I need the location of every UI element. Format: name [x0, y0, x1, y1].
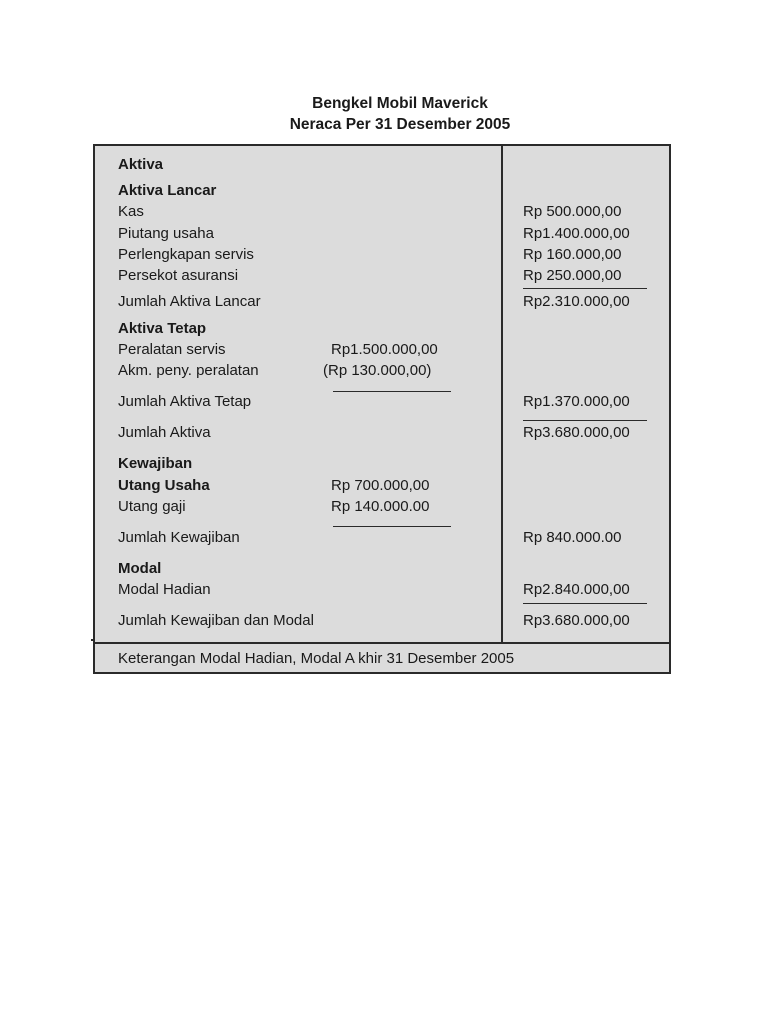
- row-label-peralatan: Peralatan servis: [118, 341, 226, 358]
- footer-divider: [95, 642, 669, 644]
- row-label-modal-hadian: Modal Hadian: [118, 581, 211, 598]
- row-label-utang-gaji: Utang gaji: [118, 498, 186, 515]
- company-name: Bengkel Mobil Maverick: [312, 95, 488, 112]
- row-label-akm-peny: Akm. peny. peralatan: [118, 362, 259, 379]
- row-value-akm-peny: (Rp 130.000,00): [323, 362, 432, 379]
- statement-title: Neraca Per 31 Desember 2005: [289, 116, 511, 133]
- subtotal-underline: [333, 391, 451, 392]
- row-label-kas: Kas: [118, 203, 144, 220]
- row-label-jumlah-aktiva-lancar: Jumlah Aktiva Lancar: [118, 293, 261, 310]
- section-heading-kewajiban: Kewajiban: [118, 455, 193, 472]
- row-value-jumlah-aktiva-lancar: Rp2.310.000,00: [523, 293, 630, 310]
- row-label-piutang: Piutang usaha: [118, 225, 214, 242]
- row-label-jumlah-aktiva: Jumlah Aktiva: [118, 424, 211, 441]
- row-value-modal-hadian: Rp2.840.000,00: [523, 581, 630, 598]
- footnote: Keterangan Modal Hadian, Modal A khir 31 Desember 2005: [118, 650, 515, 667]
- total-overline: [523, 603, 647, 604]
- row-value-jumlah-kewajiban: Rp 840.000.00: [523, 529, 622, 546]
- section-heading-modal: Modal: [118, 560, 162, 577]
- subtotal-underline: [333, 526, 451, 527]
- row-value-peralatan: Rp1.500.000,00: [331, 341, 438, 358]
- row-label-perlengkapan: Perlengkapan servis: [118, 246, 254, 263]
- row-value-kas: Rp 500.000,00: [523, 203, 622, 220]
- row-value-perlengkapan: Rp 160.000,00: [523, 246, 622, 263]
- row-value-utang-usaha: Rp 700.000,00: [331, 477, 430, 494]
- row-value-jumlah-aktiva: Rp3.680.000,00: [523, 424, 630, 441]
- total-overline: [523, 420, 647, 421]
- row-label-utang-usaha: Utang Usaha: [118, 477, 210, 494]
- row-label-jumlah-aktiva-tetap: Jumlah Aktiva Tetap: [118, 393, 252, 410]
- row-label-jumlah-kewajiban: Jumlah Kewajiban: [118, 529, 240, 546]
- row-value-jumlah-aktiva-tetap: Rp1.370.000,00: [523, 393, 630, 410]
- balance-sheet: [93, 144, 671, 674]
- row-value-piutang: Rp1.400.000,00: [523, 225, 630, 242]
- row-label-jumlah-kewajiban-modal: Jumlah Kewajiban dan Modal: [118, 612, 314, 629]
- row-value-jumlah-kewajiban-modal: Rp3.680.000,00: [523, 612, 630, 629]
- row-value-persekot: Rp 250.000,00: [523, 267, 622, 284]
- column-divider: [501, 146, 503, 642]
- row-label-persekot: Persekot asuransi: [118, 267, 239, 284]
- subtotal-underline: [523, 288, 647, 289]
- subheading-aktiva-tetap: Aktiva Tetap: [118, 320, 207, 337]
- row-value-utang-gaji: Rp 140.000.00: [331, 498, 430, 515]
- subheading-aktiva-lancar: Aktiva Lancar: [118, 182, 217, 199]
- section-heading-aktiva: Aktiva: [118, 156, 164, 173]
